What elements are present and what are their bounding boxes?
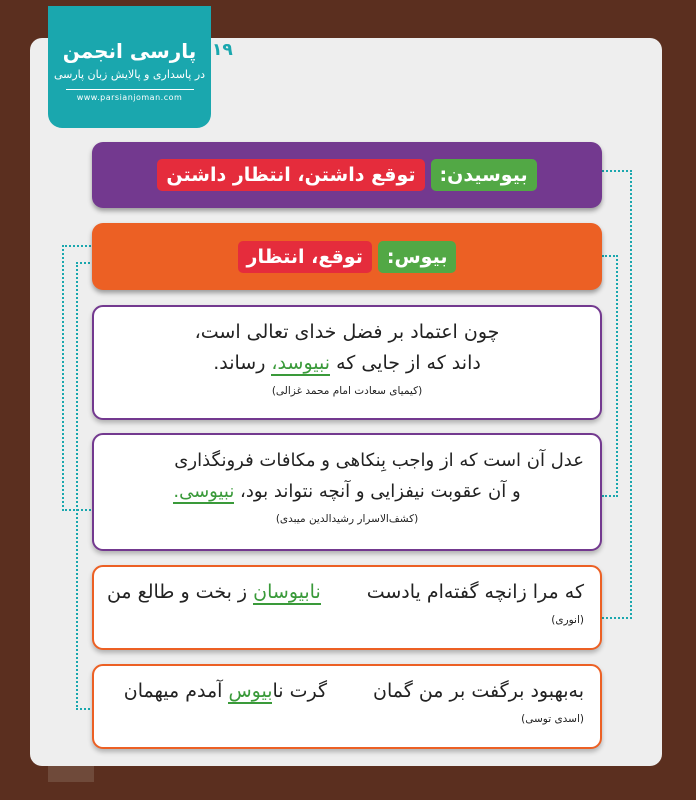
example-4-hemistich-2b: آمدم میهمان xyxy=(123,680,229,702)
example-card-1 xyxy=(92,305,602,420)
brand-subtitle: در پاسداری و پالایش زبان پارسی xyxy=(53,68,206,81)
verb-meaning: توقع داشتن، انتظار داشتن xyxy=(157,159,424,191)
brand-logo[interactable] xyxy=(48,6,211,128)
example-4-hemistich-1: به‌بهبود برگفت بر من گمان xyxy=(373,680,584,702)
noun-meaning: توقع، انتظار xyxy=(238,241,372,273)
connector-right-orange xyxy=(602,255,618,497)
example-2-text: و آن عقوبت نیفزایی و آنچه نتواند بود، xyxy=(234,481,521,502)
brand-title: پارسی انجمن xyxy=(62,39,197,63)
example-card-2 xyxy=(92,433,602,551)
example-1-line-2 xyxy=(110,348,584,379)
publisher-mark xyxy=(48,766,94,782)
example-3-source: (انوری) xyxy=(551,614,584,626)
noun-label: بیوس: xyxy=(378,241,457,273)
example-4-hemistich-2a: گرت نا xyxy=(272,680,328,702)
example-card-4 xyxy=(92,664,602,749)
page-number: ۱۹ xyxy=(212,40,233,60)
example-1-highlight: نبیوسد، xyxy=(271,352,331,374)
example-1-text: داند که از جایی که xyxy=(330,352,481,374)
example-3-hemistich-2: ز بخت و طالع من xyxy=(106,581,254,603)
brand-url: www.parsianjoman.com xyxy=(66,89,194,102)
example-1-line-1: چون اعتماد بر فضل خدای تعالی است، xyxy=(194,321,500,343)
example-2-line-1: عدل آن است که از واجب بِنکاهی و مکافات فرونگذاری xyxy=(174,450,584,471)
example-3-verse xyxy=(106,577,584,608)
example-4-highlight: بیوس xyxy=(228,680,273,702)
example-4-verse xyxy=(110,676,584,707)
example-1-text-end: رساند. xyxy=(213,352,272,374)
example-2-highlight: نبیوسی. xyxy=(173,481,235,502)
example-4-source: (اسدی توسی) xyxy=(521,713,584,725)
example-3-highlight: نابیوسان xyxy=(253,581,321,603)
verb-box xyxy=(92,142,602,208)
noun-box xyxy=(92,223,602,290)
example-card-3 xyxy=(92,565,602,650)
example-3-hemistich-1: که مرا زانچه گفته‌ام یادست xyxy=(366,581,584,603)
example-2-source: (کشف‌الاسرار رشیدالدین میبدی) xyxy=(275,513,419,525)
example-2-line-2 xyxy=(110,476,584,507)
verb-label: بیوسیدن: xyxy=(431,159,537,191)
example-1-source: (کیمیای سعادت امام محمد غزالی) xyxy=(271,385,423,397)
